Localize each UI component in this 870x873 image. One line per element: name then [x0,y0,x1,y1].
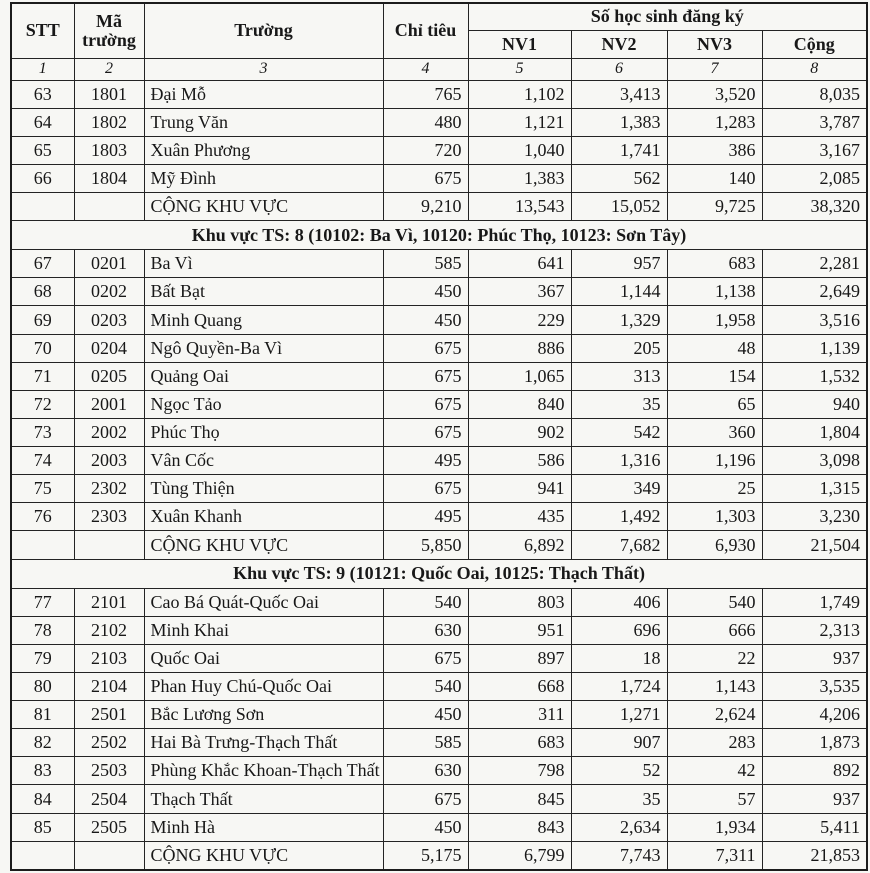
cell-stt: 68 [11,278,74,306]
cell-quota: 540 [383,672,468,700]
cell-stt-empty [11,193,74,221]
cell-stt: 63 [11,80,74,108]
cell-total: 3,516 [762,306,867,334]
cell-stt: 85 [11,813,74,841]
cell-quota: 675 [383,644,468,672]
cell-nv2: 35 [571,390,667,418]
cell-nv3: 1,283 [667,108,762,136]
cell-quota: 450 [383,701,468,729]
cell-nv3: 42 [667,757,762,785]
cell-code: 2101 [74,588,144,616]
cell-stt-empty [11,841,74,870]
summary-row [11,193,867,221]
col-header-cong: Cộng [762,30,867,58]
cell-school: Tùng Thiện [144,475,383,503]
cell-total: 3,535 [762,672,867,700]
cell-stt: 78 [11,616,74,644]
cell-stt: 71 [11,362,74,390]
cell-quota: 675 [383,164,468,192]
cell-nv2: 1,144 [571,278,667,306]
cell-nv1: 1,040 [468,136,571,164]
cell-total: 1,532 [762,362,867,390]
cell-total: 940 [762,390,867,418]
table-row [11,503,867,531]
cell-nv2: 18 [571,644,667,672]
table-row [11,672,867,700]
cell-total: 3,230 [762,503,867,531]
cell-quota: 585 [383,729,468,757]
col-header-stt: STT [11,3,74,58]
cell-stt: 82 [11,729,74,757]
cell-quota: 675 [383,362,468,390]
cell-nv2: 1,383 [571,108,667,136]
cell-total: 1,139 [762,334,867,362]
column-index: 5 [468,58,571,80]
cell-quota: 540 [383,588,468,616]
cell-stt: 76 [11,503,74,531]
cell-quota: 630 [383,616,468,644]
cell-school: Xuân Khanh [144,503,383,531]
table-row [11,306,867,334]
col-header-truong: Trường [144,3,383,58]
cell-stt: 73 [11,418,74,446]
cell-stt: 84 [11,785,74,813]
table-row [11,757,867,785]
table-row [11,729,867,757]
cell-nv1: 843 [468,813,571,841]
cell-code: 1803 [74,136,144,164]
cell-school: Minh Hà [144,813,383,841]
cell-nv1: 840 [468,390,571,418]
zone-header-row [11,559,867,588]
cell-code: 2102 [74,616,144,644]
cell-code: 2302 [74,475,144,503]
cell-code: 0203 [74,306,144,334]
cell-code: 2303 [74,503,144,531]
cell-nv1: 902 [468,418,571,446]
cell-nv3: 666 [667,616,762,644]
cell-stt: 66 [11,164,74,192]
cell-total: 21,504 [762,531,867,559]
col-header-nv3: NV3 [667,30,762,58]
table-row [11,447,867,475]
cell-school: Xuân Phương [144,136,383,164]
cell-nv2: 406 [571,588,667,616]
cell-nv1: 886 [468,334,571,362]
cell-code: 2502 [74,729,144,757]
cell-nv1: 1,383 [468,164,571,192]
cell-stt: 64 [11,108,74,136]
cell-total: 1,873 [762,729,867,757]
cell-total: 2,649 [762,278,867,306]
cell-summary-label: CỘNG KHU VỰC [144,841,383,870]
cell-nv3: 540 [667,588,762,616]
cell-nv3: 2,624 [667,701,762,729]
cell-total: 2,281 [762,250,867,278]
cell-total: 2,085 [762,164,867,192]
cell-total: 3,167 [762,136,867,164]
table-row [11,108,867,136]
table-row [11,136,867,164]
cell-nv1: 803 [468,588,571,616]
cell-stt: 69 [11,306,74,334]
cell-nv2: 3,413 [571,80,667,108]
cell-quota: 720 [383,136,468,164]
cell-nv1: 845 [468,785,571,813]
cell-school: Đại Mỗ [144,80,383,108]
cell-nv2: 1,329 [571,306,667,334]
cell-nv1: 229 [468,306,571,334]
cell-nv1: 1,121 [468,108,571,136]
cell-quota: 765 [383,80,468,108]
cell-code: 2104 [74,672,144,700]
table-row [11,588,867,616]
col-header-nv1: NV1 [468,30,571,58]
cell-school: Minh Quang [144,306,383,334]
cell-nv2: 542 [571,418,667,446]
cell-total: 1,315 [762,475,867,503]
cell-nv1: 897 [468,644,571,672]
cell-stt: 79 [11,644,74,672]
cell-nv1: 6,892 [468,531,571,559]
cell-school: Minh Khai [144,616,383,644]
cell-nv2: 52 [571,757,667,785]
cell-nv2: 7,743 [571,841,667,870]
cell-nv3: 9,725 [667,193,762,221]
column-index: 1 [11,58,74,80]
cell-code: 2001 [74,390,144,418]
col-header-chi-tieu: Chỉ tiêu [383,3,468,58]
cell-nv2: 696 [571,616,667,644]
cell-quota: 450 [383,278,468,306]
cell-total: 1,749 [762,588,867,616]
cell-code: 2501 [74,701,144,729]
cell-nv3: 48 [667,334,762,362]
cell-stt: 74 [11,447,74,475]
table-row [11,418,867,446]
cell-nv1: 668 [468,672,571,700]
cell-school: Phùng Khắc Khoan-Thạch Thất [144,757,383,785]
cell-school: Ngọc Tảo [144,390,383,418]
table-row [11,164,867,192]
cell-nv1: 641 [468,250,571,278]
cell-quota: 495 [383,447,468,475]
cell-nv2: 1,492 [571,503,667,531]
cell-total: 3,098 [762,447,867,475]
cell-school: Thạch Thất [144,785,383,813]
table-row [11,278,867,306]
cell-total: 2,313 [762,616,867,644]
cell-school: Trung Văn [144,108,383,136]
cell-stt: 75 [11,475,74,503]
table-body [11,80,867,870]
table-row [11,616,867,644]
table-row [11,701,867,729]
cell-nv1: 435 [468,503,571,531]
cell-nv3: 1,958 [667,306,762,334]
cell-code: 2002 [74,418,144,446]
cell-quota: 450 [383,813,468,841]
cell-nv1: 6,799 [468,841,571,870]
cell-total: 892 [762,757,867,785]
cell-nv3: 1,196 [667,447,762,475]
table-row [11,390,867,418]
cell-nv2: 1,724 [571,672,667,700]
column-index: 3 [144,58,383,80]
cell-code-empty [74,193,144,221]
cell-stt: 80 [11,672,74,700]
cell-code: 0202 [74,278,144,306]
col-header-ma-truong: Mã trường [74,3,144,58]
cell-code: 0201 [74,250,144,278]
cell-school: Quảng Oai [144,362,383,390]
cell-nv3: 283 [667,729,762,757]
cell-nv3: 1,934 [667,813,762,841]
cell-quota: 5,175 [383,841,468,870]
cell-school: Hai Bà Trưng-Thạch Thất [144,729,383,757]
cell-nv3: 1,303 [667,503,762,531]
summary-row [11,531,867,559]
cell-summary-label: CỘNG KHU VỰC [144,193,383,221]
cell-school: Phúc Thọ [144,418,383,446]
cell-nv2: 1,271 [571,701,667,729]
cell-quota: 5,850 [383,531,468,559]
column-index: 8 [762,58,867,80]
cell-nv3: 3,520 [667,80,762,108]
cell-code: 2504 [74,785,144,813]
cell-total: 38,320 [762,193,867,221]
cell-nv1: 367 [468,278,571,306]
cell-code: 1801 [74,80,144,108]
cell-nv1: 13,543 [468,193,571,221]
cell-nv3: 154 [667,362,762,390]
cell-nv3: 6,930 [667,531,762,559]
cell-code-empty [74,841,144,870]
cell-nv1: 1,102 [468,80,571,108]
cell-nv1: 798 [468,757,571,785]
cell-nv3: 25 [667,475,762,503]
column-index: 7 [667,58,762,80]
cell-nv2: 2,634 [571,813,667,841]
cell-stt: 65 [11,136,74,164]
cell-quota: 675 [383,418,468,446]
cell-nv3: 7,311 [667,841,762,870]
table-row [11,644,867,672]
cell-total: 3,787 [762,108,867,136]
cell-nv2: 35 [571,785,667,813]
cell-school: Bắc Lương Sơn [144,701,383,729]
cell-nv2: 1,741 [571,136,667,164]
summary-row [11,841,867,870]
table-row [11,475,867,503]
cell-code: 2505 [74,813,144,841]
table-row [11,334,867,362]
cell-quota: 675 [383,475,468,503]
cell-nv3: 386 [667,136,762,164]
cell-quota: 630 [383,757,468,785]
cell-quota: 450 [383,306,468,334]
cell-stt: 77 [11,588,74,616]
column-index: 6 [571,58,667,80]
cell-nv3: 22 [667,644,762,672]
cell-total: 1,804 [762,418,867,446]
cell-stt: 83 [11,757,74,785]
zone-header-row [11,221,867,250]
col-header-group-so-hoc-sinh: Số học sinh đăng ký [468,3,867,30]
column-index-row [11,58,867,80]
zone-header-label: Khu vực TS: 8 (10102: Ba Vì, 10120: Phúc Thọ, 10123: Sơn Tây) [11,221,867,250]
cell-total: 8,035 [762,80,867,108]
cell-nv2: 562 [571,164,667,192]
cell-total: 21,853 [762,841,867,870]
cell-nv3: 57 [667,785,762,813]
table-row [11,785,867,813]
cell-nv1: 683 [468,729,571,757]
cell-code: 2103 [74,644,144,672]
cell-school: Vân Cốc [144,447,383,475]
cell-stt: 81 [11,701,74,729]
cell-code: 0204 [74,334,144,362]
cell-school: Ba Vì [144,250,383,278]
cell-quota: 675 [383,785,468,813]
table-row [11,813,867,841]
column-index: 4 [383,58,468,80]
cell-nv3: 140 [667,164,762,192]
cell-quota: 675 [383,334,468,362]
column-index: 2 [74,58,144,80]
cell-code: 1802 [74,108,144,136]
cell-school: Bất Bạt [144,278,383,306]
cell-total: 5,411 [762,813,867,841]
cell-nv2: 957 [571,250,667,278]
cell-nv1: 941 [468,475,571,503]
table-row [11,250,867,278]
cell-nv1: 1,065 [468,362,571,390]
table-row [11,80,867,108]
cell-quota: 675 [383,390,468,418]
cell-total: 937 [762,644,867,672]
cell-quota: 9,210 [383,193,468,221]
cell-school: Cao Bá Quát-Quốc Oai [144,588,383,616]
cell-nv2: 7,682 [571,531,667,559]
cell-nv1: 586 [468,447,571,475]
cell-total: 4,206 [762,701,867,729]
cell-school: Phan Huy Chú-Quốc Oai [144,672,383,700]
cell-nv2: 313 [571,362,667,390]
cell-stt: 67 [11,250,74,278]
cell-quota: 480 [383,108,468,136]
cell-code: 0205 [74,362,144,390]
cell-nv2: 1,316 [571,447,667,475]
cell-code-empty [74,531,144,559]
cell-quota: 585 [383,250,468,278]
table-row [11,362,867,390]
cell-nv3: 1,138 [667,278,762,306]
cell-stt: 72 [11,390,74,418]
cell-nv2: 907 [571,729,667,757]
cell-nv3: 1,143 [667,672,762,700]
cell-school: Ngô Quyền-Ba Vì [144,334,383,362]
cell-nv3: 360 [667,418,762,446]
cell-nv3: 65 [667,390,762,418]
cell-nv2: 205 [571,334,667,362]
zone-header-label: Khu vực TS: 9 (10121: Quốc Oai, 10125: Thạch Thất) [11,559,867,588]
cell-school: Quốc Oai [144,644,383,672]
cell-nv1: 311 [468,701,571,729]
cell-stt: 70 [11,334,74,362]
cell-school: Mỹ Đình [144,164,383,192]
cell-stt-empty [11,531,74,559]
cell-total: 937 [762,785,867,813]
cell-code: 2003 [74,447,144,475]
enrollment-table [10,2,868,871]
cell-summary-label: CỘNG KHU VỰC [144,531,383,559]
cell-nv1: 951 [468,616,571,644]
cell-nv2: 15,052 [571,193,667,221]
cell-quota: 495 [383,503,468,531]
cell-nv3: 683 [667,250,762,278]
col-header-nv2: NV2 [571,30,667,58]
cell-code: 1804 [74,164,144,192]
cell-code: 2503 [74,757,144,785]
cell-nv2: 349 [571,475,667,503]
